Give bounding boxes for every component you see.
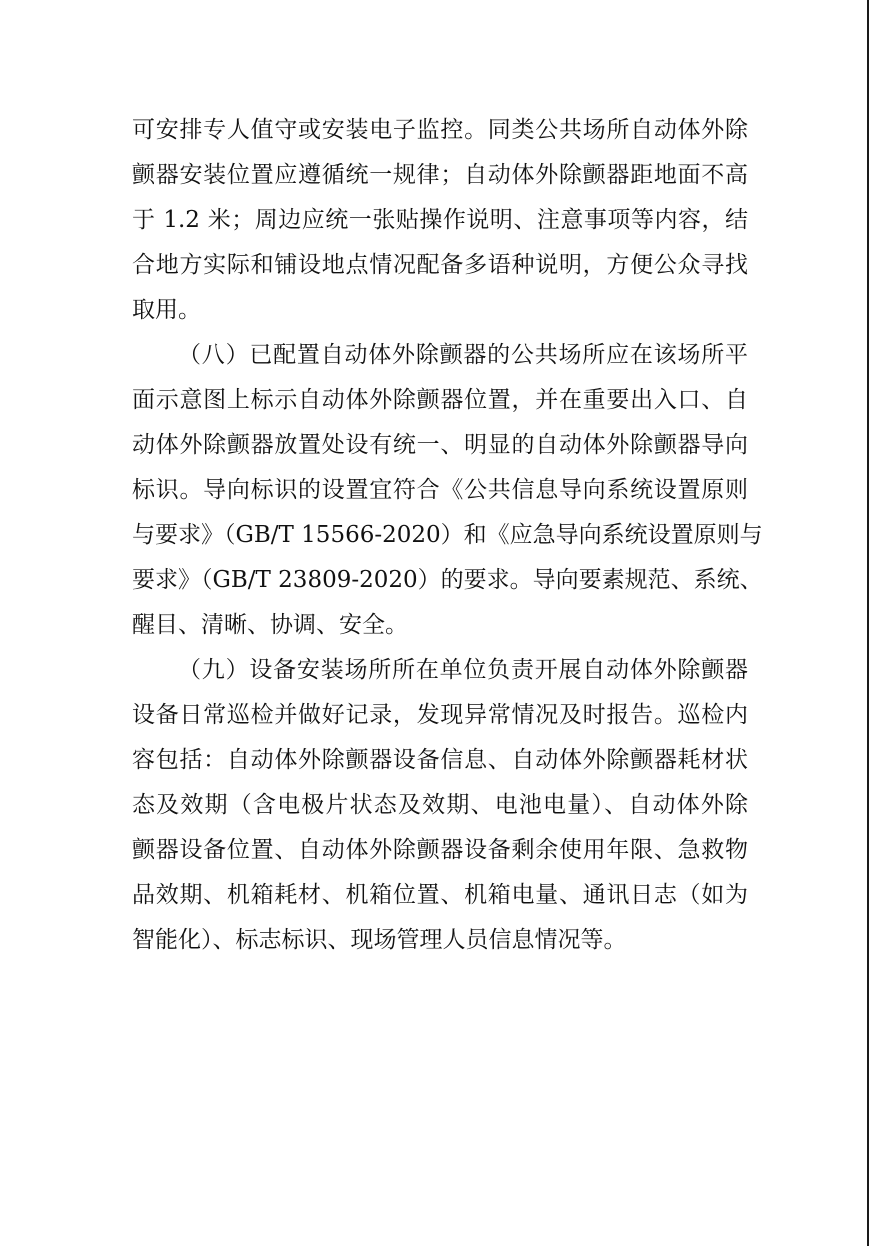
text-line: 设备日常巡检并做好记录，发现异常情况及时报告。巡检内: [132, 702, 748, 728]
paragraph-continuation: [132, 108, 748, 333]
text-line: （八）已配置自动体外除颤器的公共场所应在该场所平: [178, 342, 748, 368]
text-line: 动体外除颤器放置处设有统一、明显的自动体外除颤器导向: [132, 432, 748, 458]
text-line: 醒目、清晰、协调、安全。: [132, 612, 408, 638]
text-line: 态及效期（含电极片状态及效期、电池电量）、自动体外除: [132, 792, 748, 818]
text-line: （九）设备安装场所所在单位负责开展自动体外除颤器: [178, 657, 748, 683]
text-line: 智能化）、标志标识、现场管理人员信息情况等。: [132, 927, 627, 953]
text-line: 面示意图上标示自动体外除颤器位置，并在重要出入口、自: [132, 387, 748, 413]
paragraph-item-8: [132, 333, 763, 648]
text-line: 合地方实际和铺设地点情况配备多语种说明，方便公众寻找: [132, 252, 748, 278]
text-line: 与要求》（GB/T 15566-2020）和《应急导向系统设置原则与: [132, 522, 763, 548]
paragraph-item-9: [132, 648, 748, 963]
text-line: 于 1.2 米；周边应统一张贴操作说明、注意事项等内容，结: [132, 207, 748, 233]
text-line: 要求》（GB/T 23809-2020）的要求。导向要素规范、系统、: [132, 567, 763, 593]
text-line: 颤器设备位置、自动体外除颤器设备剩余使用年限、急救物: [132, 837, 748, 863]
text-line: 取用。: [132, 297, 201, 323]
text-line: 可安排专人值守或安装电子监控。同类公共场所自动体外除: [132, 117, 748, 143]
page-edge-line: [867, 0, 869, 1246]
text-line: 品效期、机箱耗材、机箱位置、机箱电量、通讯日志（如为: [132, 882, 748, 908]
document-body: [132, 108, 763, 963]
text-line: 容包括：自动体外除颤器设备信息、自动体外除颤器耗材状: [132, 747, 748, 773]
text-line: 标识。导向标识的设置宜符合《公共信息导向系统设置原则: [132, 477, 748, 503]
text-line: 颤器安装位置应遵循统一规律；自动体外除颤器距地面不高: [132, 162, 748, 188]
